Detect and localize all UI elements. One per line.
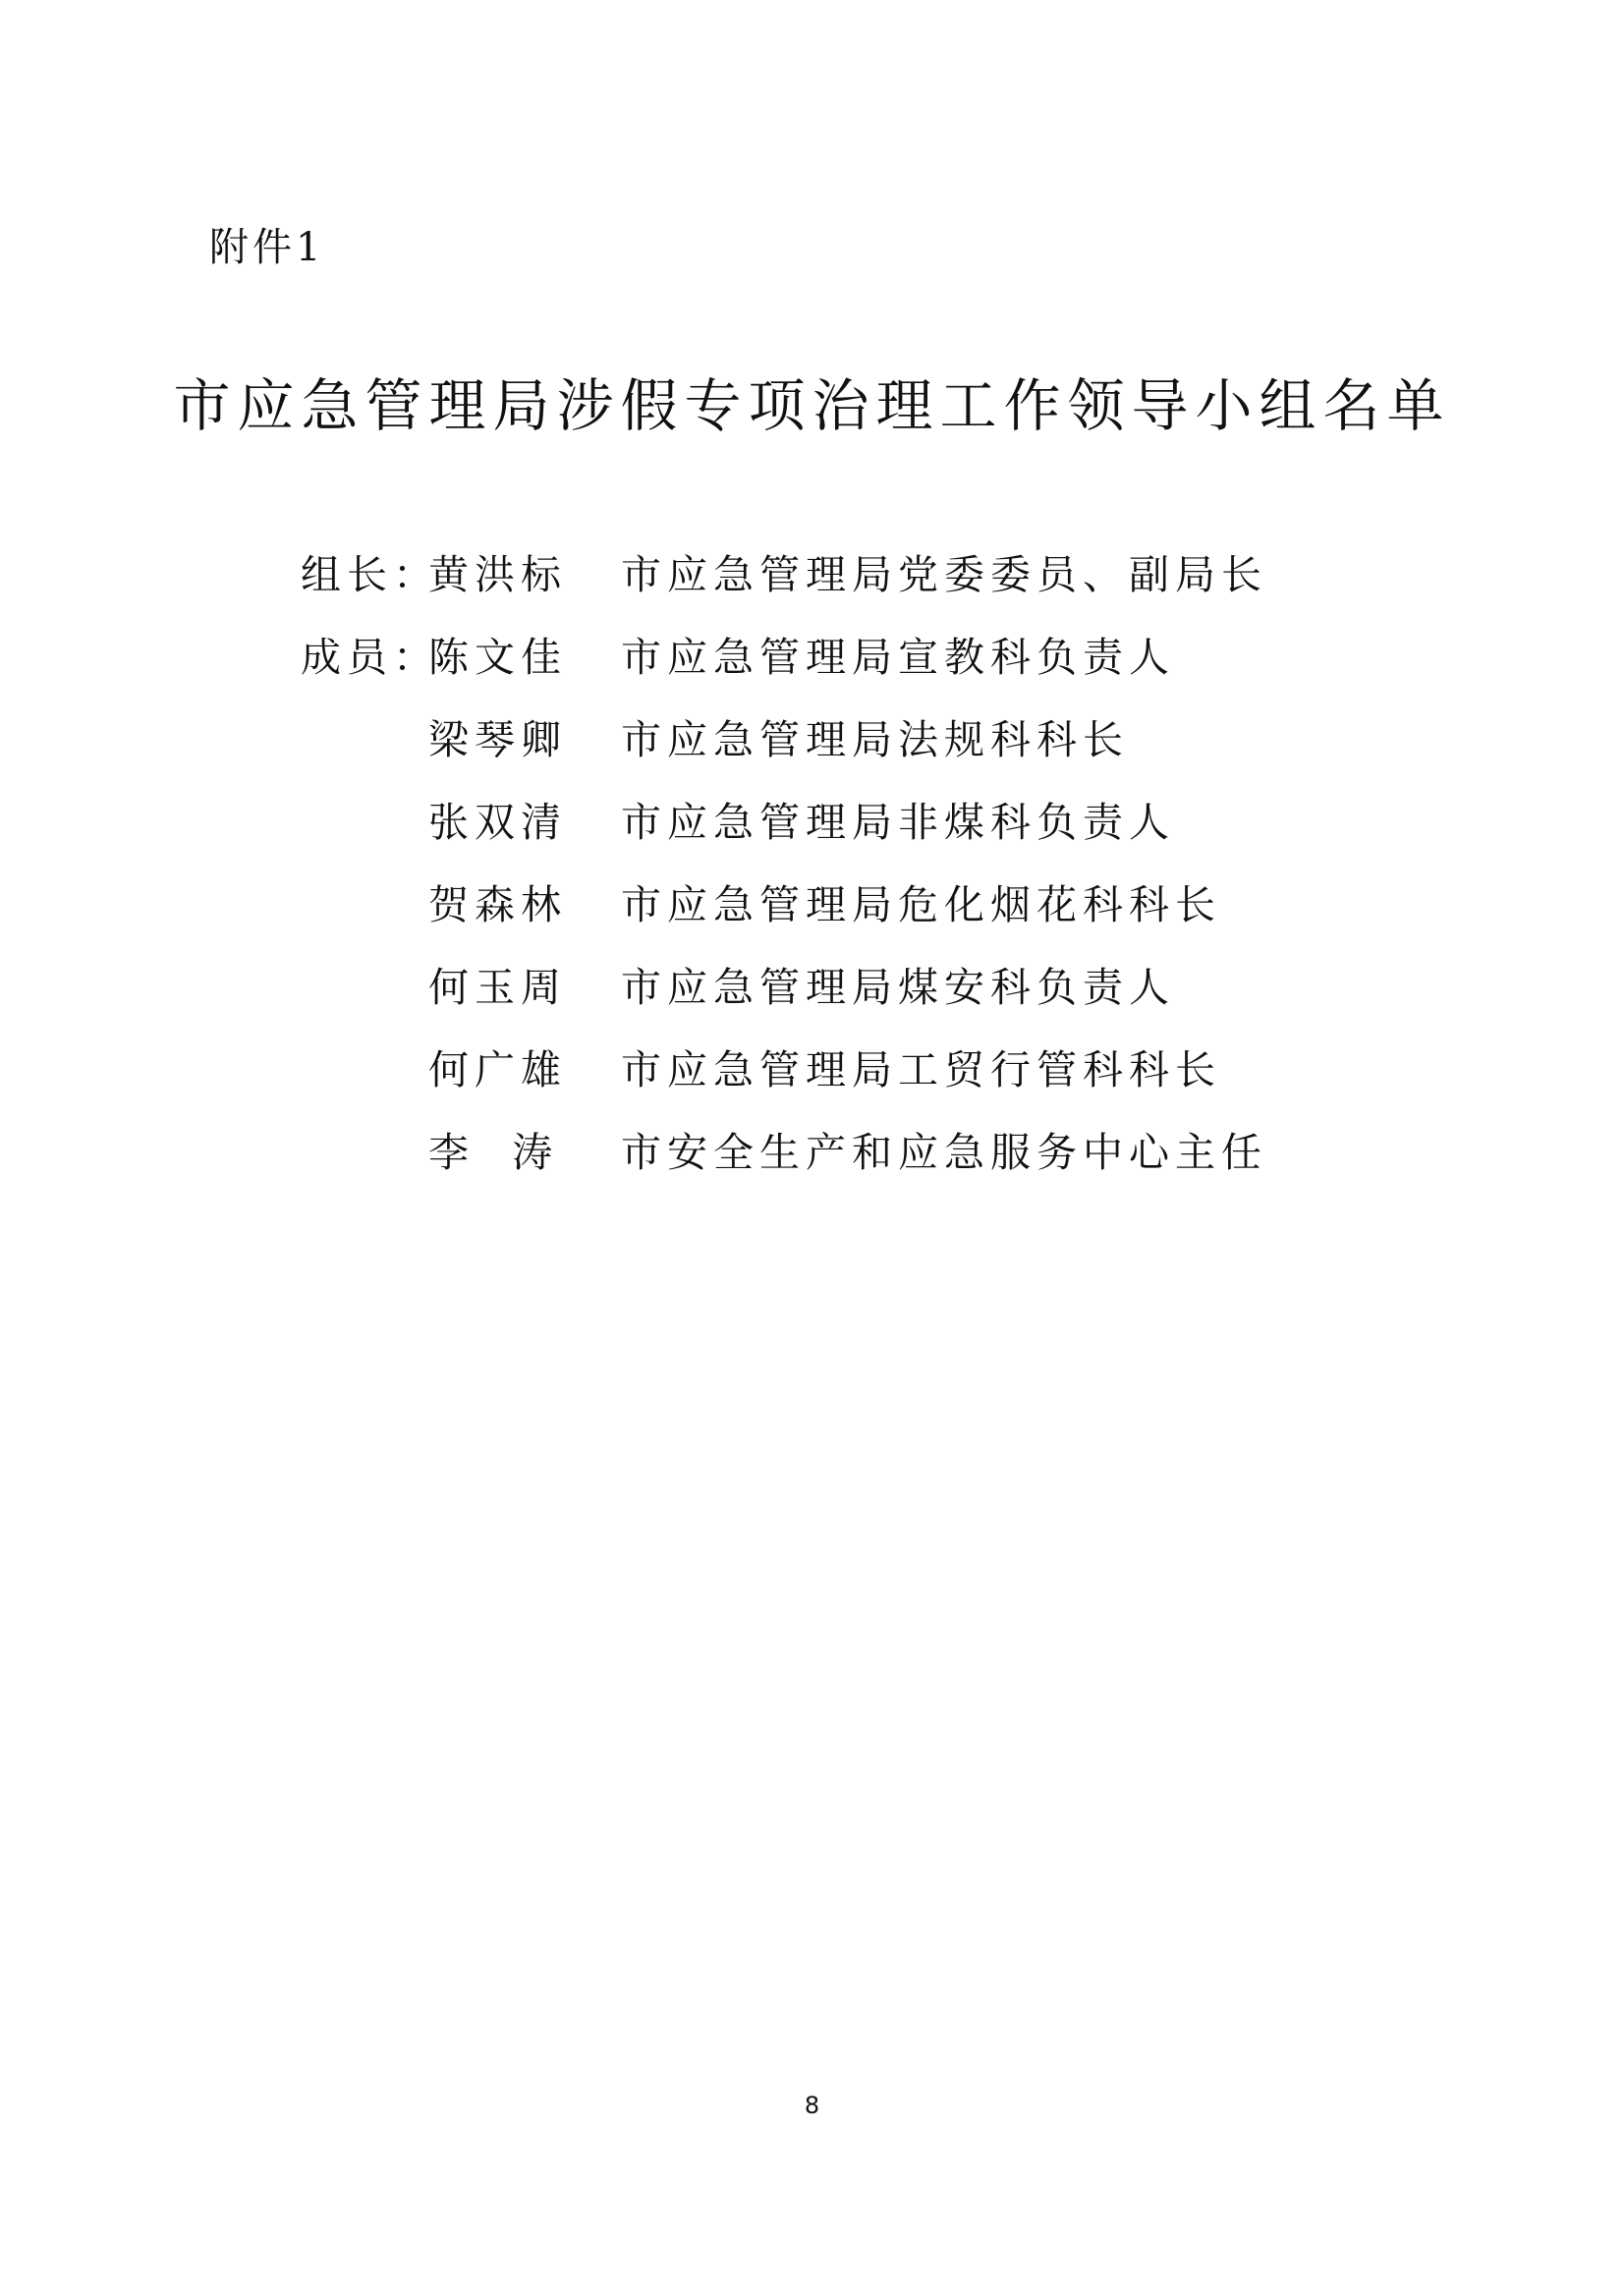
roster-person: 贺森林	[428, 881, 567, 928]
roster-person: 李 涛	[428, 1129, 559, 1176]
roster-row	[301, 1040, 1381, 1123]
page-number: 8	[804, 2092, 820, 2119]
roster-row	[301, 545, 1381, 628]
roster-title: 市应急管理局党委委员、副局长	[621, 551, 1267, 598]
roster-person: 陈文佳	[428, 634, 567, 681]
roster-row	[301, 710, 1381, 793]
roster-person: 黄洪标	[428, 551, 567, 598]
document-title: 市应急管理局涉假专项治理工作领导小组名单	[173, 372, 1451, 439]
roster-list	[301, 545, 1381, 1205]
roster-row	[301, 793, 1381, 875]
roster-row	[301, 628, 1381, 710]
roster-person: 梁琴卿	[428, 716, 567, 763]
roster-row	[301, 1123, 1381, 1205]
roster-row	[301, 958, 1381, 1040]
roster-person: 何广雄	[428, 1046, 567, 1093]
attachment-label: 附件1	[209, 225, 325, 270]
roster-title: 市应急管理局非煤科负责人	[621, 799, 1175, 846]
roster-person: 张双清	[428, 799, 567, 846]
roster-role: 组长：	[301, 551, 439, 598]
roster-role: 成员：	[301, 634, 439, 681]
roster-title: 市应急管理局宣教科负责人	[621, 634, 1175, 681]
roster-title: 市应急管理局煤安科负责人	[621, 964, 1175, 1011]
roster-title: 市应急管理局危化烟花科科长	[621, 881, 1221, 928]
roster-person: 何玉周	[428, 964, 567, 1011]
roster-title: 市应急管理局工贸行管科科长	[621, 1046, 1221, 1093]
roster-row	[301, 875, 1381, 958]
roster-title: 市应急管理局法规科科长	[621, 716, 1129, 763]
roster-title: 市安全生产和应急服务中心主任	[621, 1129, 1267, 1176]
